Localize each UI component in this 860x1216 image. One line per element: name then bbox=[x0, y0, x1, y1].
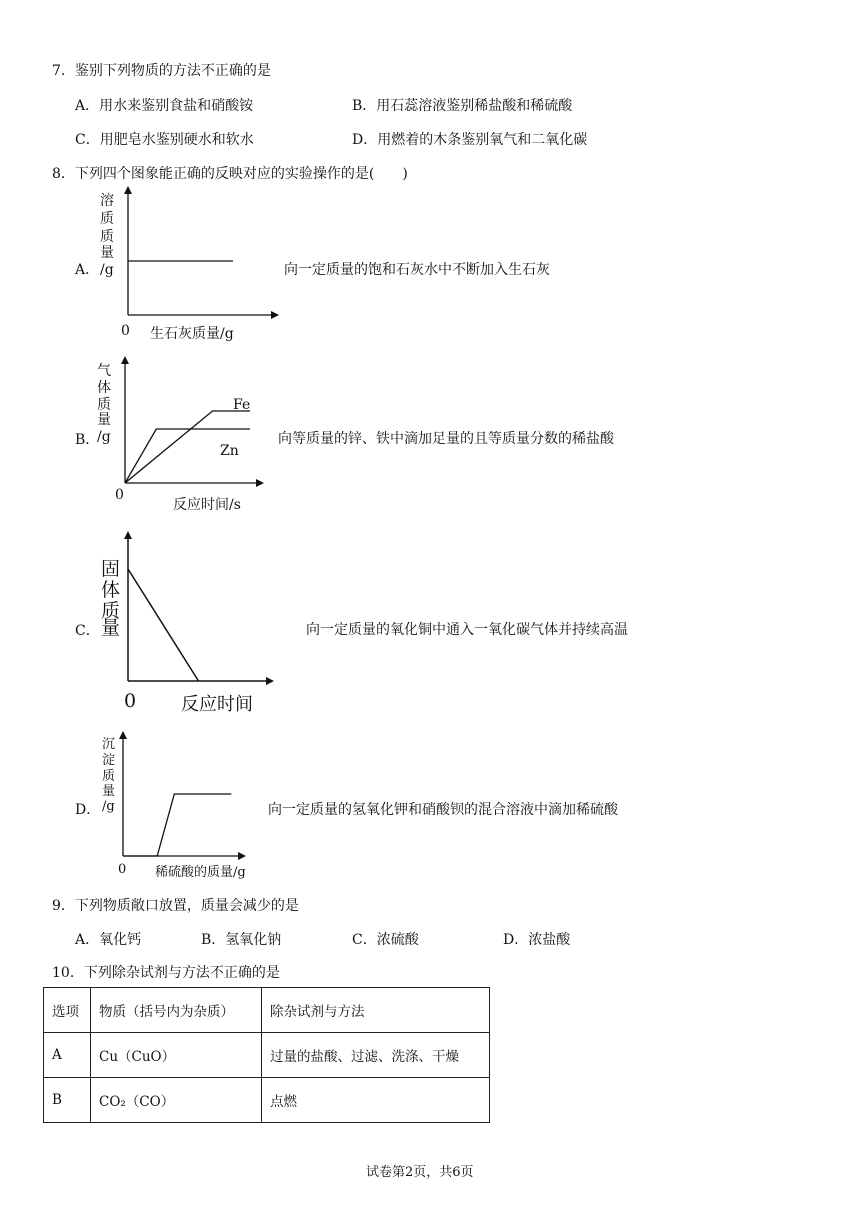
table-header-cell: 除杂试剂与方法 bbox=[262, 988, 490, 1033]
table-header-cell: 物质（括号内为杂质） bbox=[91, 988, 262, 1033]
table-cell: A bbox=[44, 1033, 91, 1078]
q9-option-a: A．氧化钙 bbox=[75, 932, 142, 948]
chart-a-ylabel-3: 质 bbox=[100, 229, 114, 245]
chart-b-legend-zn: Zn bbox=[220, 443, 239, 459]
q9-option-b: B．氢氧化钠 bbox=[201, 932, 282, 948]
table-header-row bbox=[44, 988, 490, 1033]
chart-d-ylabel-3: 质 bbox=[102, 769, 116, 784]
table-cell: 过量的盐酸、过滤、洗涤、干燥 bbox=[262, 1033, 490, 1078]
chart-b-ylabel-5: /g bbox=[97, 429, 111, 445]
chart-a-ylabel-2: 质 bbox=[100, 211, 114, 227]
chart-d-ylabel-5: /g bbox=[102, 799, 115, 814]
chart-b-origin: 0 bbox=[115, 487, 124, 503]
q8-chart-c bbox=[95, 530, 275, 715]
chart-a-ylabel-4: 量 bbox=[100, 245, 114, 261]
chart-b-ylabel-4: 量 bbox=[97, 412, 111, 428]
q10-table bbox=[43, 987, 490, 1123]
q8-stem: 8．下列四个图象能正确的反映对应的实验操作的是( ) bbox=[52, 166, 408, 182]
chart-d-xlabel: 稀硫酸的质量/g bbox=[155, 865, 246, 880]
q7-option-a: A．用水来鉴别食盐和硝酸铵 bbox=[75, 98, 254, 114]
q9-option-c: C．浓硫酸 bbox=[352, 932, 419, 948]
chart-d-ylabel-2: 淀 bbox=[102, 753, 116, 768]
chart-d-series-line bbox=[123, 794, 231, 856]
chart-b-ylabel-2: 体 bbox=[97, 380, 111, 396]
table-cell: B bbox=[44, 1078, 91, 1123]
table-cell: Cu（CuO） bbox=[91, 1033, 262, 1078]
chart-b-xlabel: 反应时间/s bbox=[173, 497, 241, 513]
chart-a-origin: 0 bbox=[121, 323, 130, 339]
chart-b-ylabel-1: 气 bbox=[97, 363, 111, 379]
table-row bbox=[44, 1033, 490, 1078]
table-row bbox=[44, 1078, 490, 1123]
q8-option-d-text: 向一定质量的氢氧化钾和硝酸钡的混合溶液中滴加稀硫酸 bbox=[268, 802, 618, 818]
q9-stem: 9．下列物质敞口放置，质量会减少的是 bbox=[52, 898, 299, 914]
chart-a-ylabel-1: 溶 bbox=[100, 193, 114, 209]
chart-d-origin: 0 bbox=[118, 862, 127, 877]
chart-d-ylabel-4: 量 bbox=[102, 784, 116, 799]
q8-option-b-letter: B． bbox=[75, 432, 100, 448]
q7-option-d: D．用燃着的木条鉴别氧气和二氧化碳 bbox=[352, 132, 588, 148]
q8-option-c-letter: C． bbox=[75, 623, 100, 639]
q7-option-c: C．用肥皂水鉴别硬水和软水 bbox=[75, 132, 254, 148]
chart-c-series-line bbox=[128, 569, 199, 681]
chart-b-ylabel-3: 质 bbox=[97, 397, 111, 413]
chart-b-legend-fe: Fe bbox=[233, 397, 251, 413]
q8-option-b-text: 向等质量的锌、铁中滴加足量的且等质量分数的稀盐酸 bbox=[278, 431, 614, 447]
chart-c-ylabel-4: 量 bbox=[101, 617, 121, 639]
q8-option-d-letter: D． bbox=[75, 802, 101, 818]
chart-a-xlabel: 生石灰质量/g bbox=[150, 326, 234, 342]
q9-option-d: D．浓盐酸 bbox=[503, 932, 571, 948]
chart-c-ylabel-2: 体 bbox=[101, 579, 121, 601]
q8-chart-d bbox=[92, 730, 272, 885]
q8-chart-a bbox=[90, 185, 290, 345]
table-cell: 点燃 bbox=[262, 1078, 490, 1123]
chart-c-origin: 0 bbox=[124, 690, 137, 712]
chart-a-ylabel-5: /g bbox=[100, 262, 114, 278]
table-cell: CO₂（CO） bbox=[91, 1078, 262, 1123]
q10-stem: 10．下列除杂试剂与方法不正确的是 bbox=[52, 965, 280, 981]
q8-chart-b bbox=[90, 355, 270, 515]
q7-stem: 7．鉴别下列物质的方法不正确的是 bbox=[52, 63, 271, 79]
chart-c-xlabel: 反应时间 bbox=[181, 694, 253, 715]
page-footer: 试卷第2页，共6页 bbox=[366, 1165, 474, 1180]
q7-option-b: B．用石蕊溶液鉴别稀盐酸和稀硫酸 bbox=[352, 98, 573, 114]
q8-option-a-letter: A． bbox=[75, 262, 100, 278]
chart-c-ylabel-1: 固 bbox=[101, 558, 121, 580]
q8-option-c-text: 向一定质量的氧化铜中通入一氧化碳气体并持续高温 bbox=[306, 622, 628, 638]
chart-d-ylabel-1: 沉 bbox=[102, 737, 116, 752]
table-header-cell: 选项 bbox=[44, 988, 91, 1033]
q8-option-a-text: 向一定质量的饱和石灰水中不断加入生石灰 bbox=[284, 262, 550, 278]
chart-c-ylabel-3: 质 bbox=[101, 600, 121, 622]
